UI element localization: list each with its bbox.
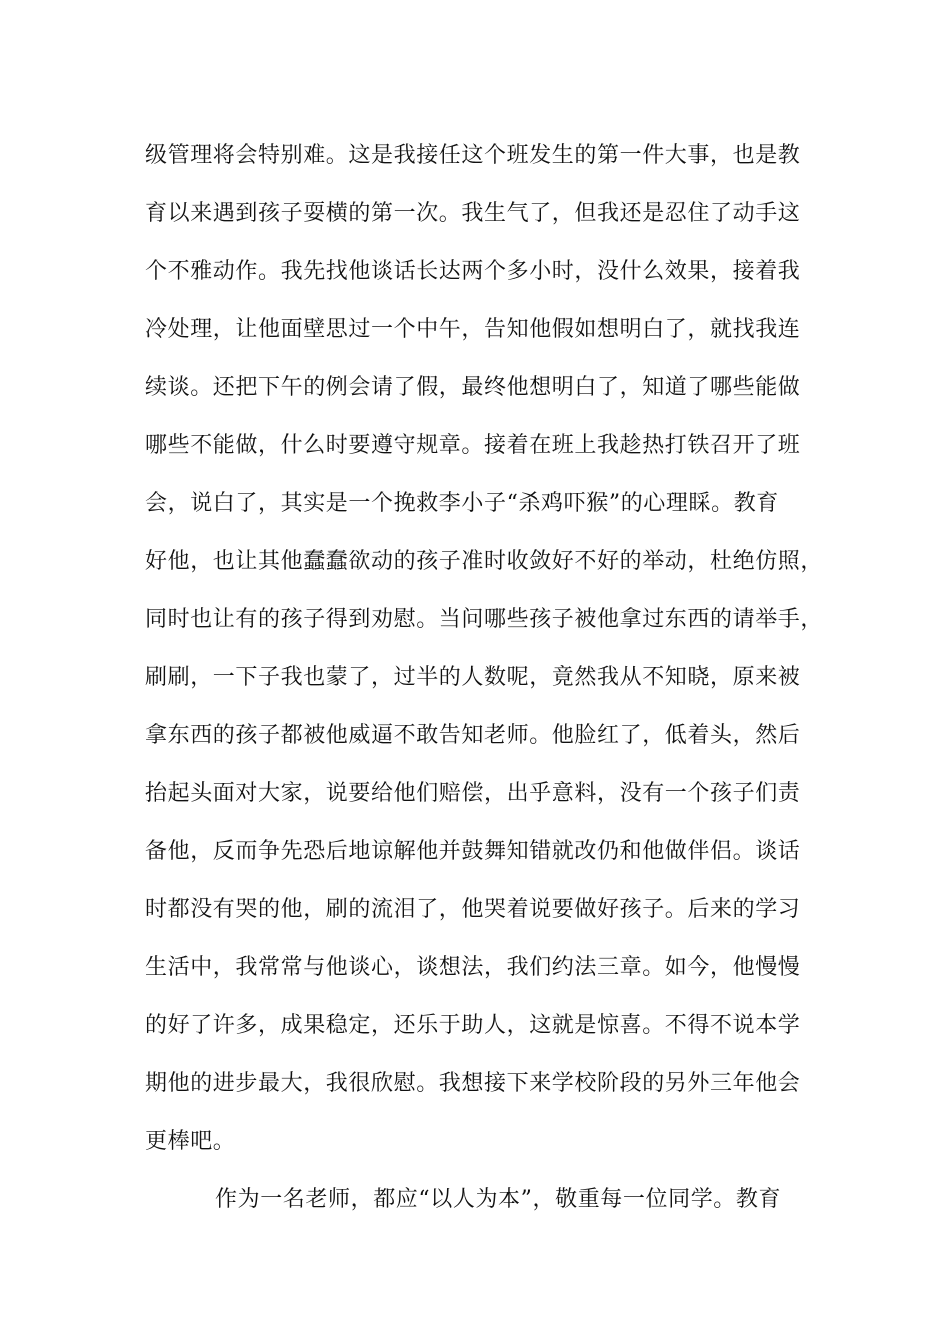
text-line: 抬起头面对大家，说要给他们赔偿，出乎意料，没有一个孩子们责 (145, 781, 801, 806)
text-line: 好他，也让其他蠢蠢欲动的孩子准时收敛好不好的举动，杜绝仿照， (145, 549, 824, 574)
text-line: 刷刷，一下子我也蒙了，过半的人数呢，竟然我从不知晓，原来被 (145, 665, 801, 690)
text-line: 会，说白了，其实是一个挽救李小子“杀鸡吓猴”的心理睬。教育 (145, 491, 779, 516)
text-line: 时都没有哭的他，刷的流泪了，他哭着说要做好孩子。后来的学习 (145, 897, 801, 922)
text-line: 拿东西的孩子都被他威逼不敢告知老师。他脸红了，低着头，然后 (145, 723, 801, 748)
paragraph-start-line: 作为一名老师，都应“以人为本”，敬重每一位同学。教育 (215, 1187, 782, 1212)
text-line: 育以来遇到孩子耍横的第一次。我生气了，但我还是忍住了动手这 (145, 201, 801, 226)
text-line: 冷处理，让他面壁思过一个中午，告知他假如想明白了，就找我连 (145, 317, 801, 342)
text-line: 更棒吧。 (145, 1129, 236, 1154)
text-line: 续谈。还把下午的例会请了假，最终他想明白了，知道了哪些能做 (145, 375, 801, 400)
text-line: 的好了许多，成果稳定，还乐于助人，这就是惊喜。不得不说本学 (145, 1013, 801, 1038)
text-line: 哪些不能做，什么时要遵守规章。接着在班上我趁热打铁召开了班 (145, 433, 801, 458)
text-line: 级管理将会特别难。这是我接任这个班发生的第一件大事，也是教 (145, 143, 801, 168)
body-text (145, 127, 835, 1229)
text-line: 同时也让有的孩子得到劝慰。当问哪些孩子被他拿过东西的请举手， (145, 607, 824, 632)
text-line: 期他的进步最大，我很欣慰。我想接下来学校阶段的另外三年他会 (145, 1071, 801, 1096)
text-line: 个不雅动作。我先找他谈话长达两个多小时，没什么效果，接着我 (145, 259, 801, 284)
text-line: 备他，反而争先恐后地谅解他并鼓舞知错就改仍和他做伴侣。谈话 (145, 839, 801, 864)
text-line: 生活中，我常常与他谈心，谈想法，我们约法三章。如今，他慢慢 (145, 955, 801, 980)
